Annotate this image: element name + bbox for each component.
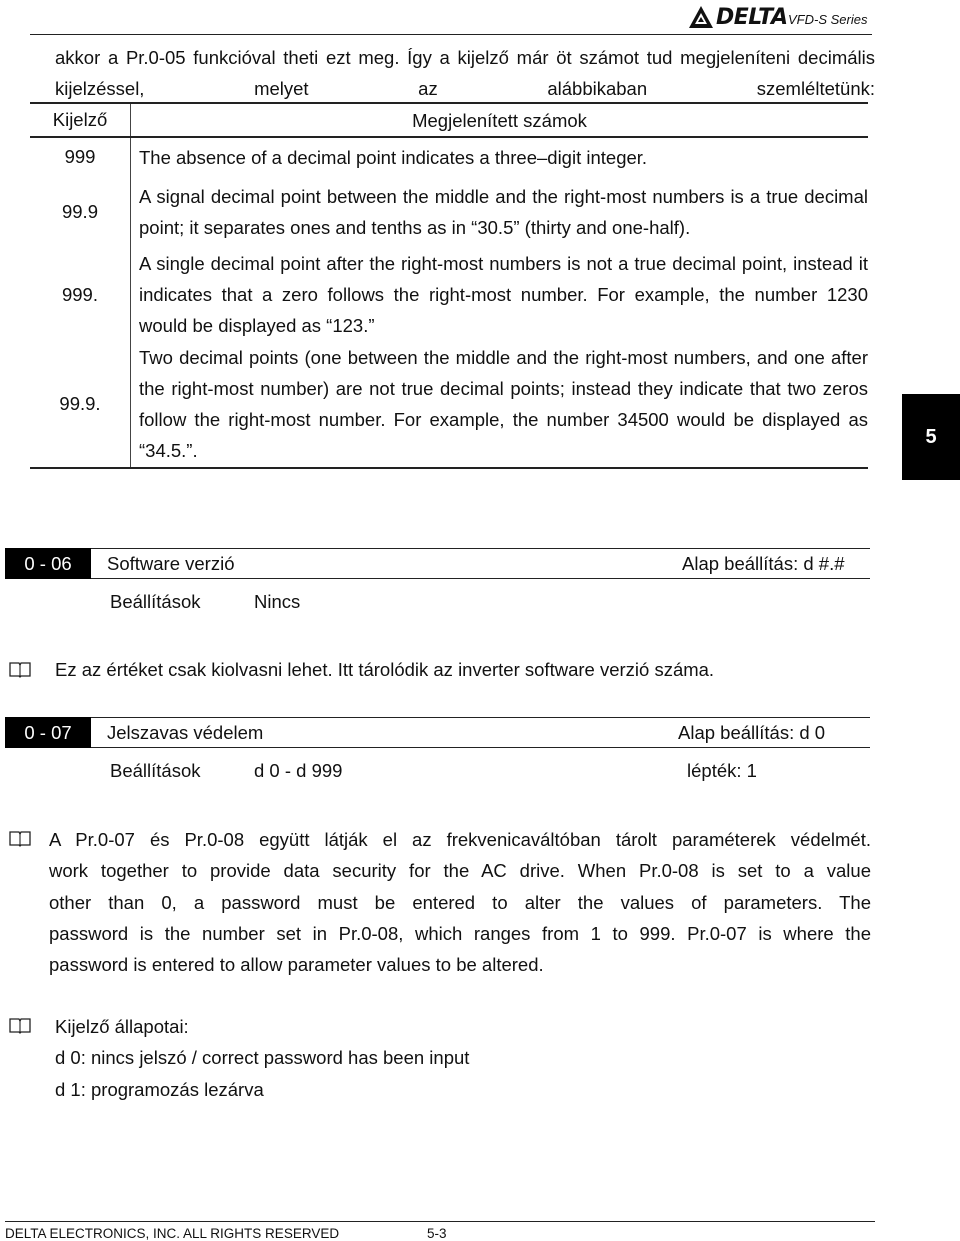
param-bottom-rule [91,578,870,579]
display-value: 99.9. [30,341,131,468]
table-row [30,176,868,248]
display-states-title: Kijelző állapotai: [55,1016,189,1037]
delta-logo [688,3,788,31]
display-state-line: d 0: nincs jelszó / correct password has been input [55,1047,470,1069]
param-code-badge: 0 - 07 [5,717,91,748]
display-state-line: d 1: programozás lezárva [55,1078,264,1100]
display-description: The absence of a decimal point indicates a three–digit integer. [139,146,648,168]
book-icon [8,1016,32,1034]
param-code-badge: 0 - 06 [5,548,91,579]
param-bottom-rule [91,747,870,748]
delta-logo-icon [688,5,714,29]
intro-paragraph: akkor a Pr.0-05 funkcióval theti ezt meg. Így a kijelző már öt számot tud megjeleníteni decimális kijelzéssel, melyet az alábbikaban szemléltetünk: [55,47,875,99]
display-value: 999 [30,137,131,176]
param-default: Alap beállítás: d 0 [678,722,826,743]
book-icon [8,660,32,678]
display-value: 99.9 [30,176,131,248]
table-row [30,137,868,176]
table-header-display: Kijelző [30,103,131,137]
settings-label: Beállítások [110,591,201,612]
table-header-row [30,103,868,137]
settings-value: Nincs [254,591,301,612]
note-text: Ez az értéket csak kiolvasni lehet. Itt tárolódik az inverter software verzió száma. [55,659,715,680]
chapter-tab: 5 [902,394,960,480]
note-line: password is entered to allow parameter values to be altered. [49,954,544,976]
table-row [30,248,868,341]
page-number: 5-3 [427,1226,447,1241]
param-top-rule [91,717,870,718]
display-states [55,1011,469,1105]
footer-rule [5,1221,875,1222]
note-line: password is the number set in Pr.0-08, which ranges from 1 to 999. Pr.0-07 is where the [49,922,871,944]
header-rule [30,34,872,35]
param-name: Software verzió [107,553,235,574]
book-icon [8,829,32,847]
table-row [30,341,868,468]
note-line: other than 0, a password must be entered to alter the values of parameters. The [49,891,871,913]
display-description: Two decimal points (one between the middle and the right-most numbers, and one after the right-most number) are not true decimal points; instead they indicate that two zeros follow the right-most number. For example, the number 34500 would be displayed as “34.5.”. [131,341,869,468]
display-description: A signal decimal point between the middle and the right-most numbers is a true decimal point; it separates ones and tenths as in “30.5” (thirty and one-half). [139,186,868,238]
password-note [49,824,871,980]
display-value: 999. [30,248,131,341]
note-line: work together to provide data security for the AC drive. When Pr.0-08 is set to a value [49,860,871,882]
param-top-rule [91,548,870,549]
param-default: Alap beállítás: d #.# [682,553,845,574]
display-table [30,102,868,469]
brand-name: DELTA [716,4,788,30]
param-name: Jelszavas védelem [107,722,264,743]
note-line: A Pr.0-07 és Pr.0-08 együtt látják el az frekvenicaváltóban tárolt paraméterek védelmét. [49,829,871,850]
footer-copyright: DELTA ELECTRONICS, INC. ALL RIGHTS RESERVED [5,1226,340,1241]
table-header-numbers: Megjelenített számok [131,103,869,137]
settings-value: d 0 - d 999 [254,760,343,781]
settings-label: Beállítások [110,760,201,781]
series-title: VFD-S Series [788,12,868,27]
step-value: lépték: 1 [687,760,757,781]
display-description: A single decimal point after the right-most numbers is not a true decimal point, instead it indicates that a zero follows the right-most number. For example, the number 1230 would be displayed as “123.” [139,253,868,336]
